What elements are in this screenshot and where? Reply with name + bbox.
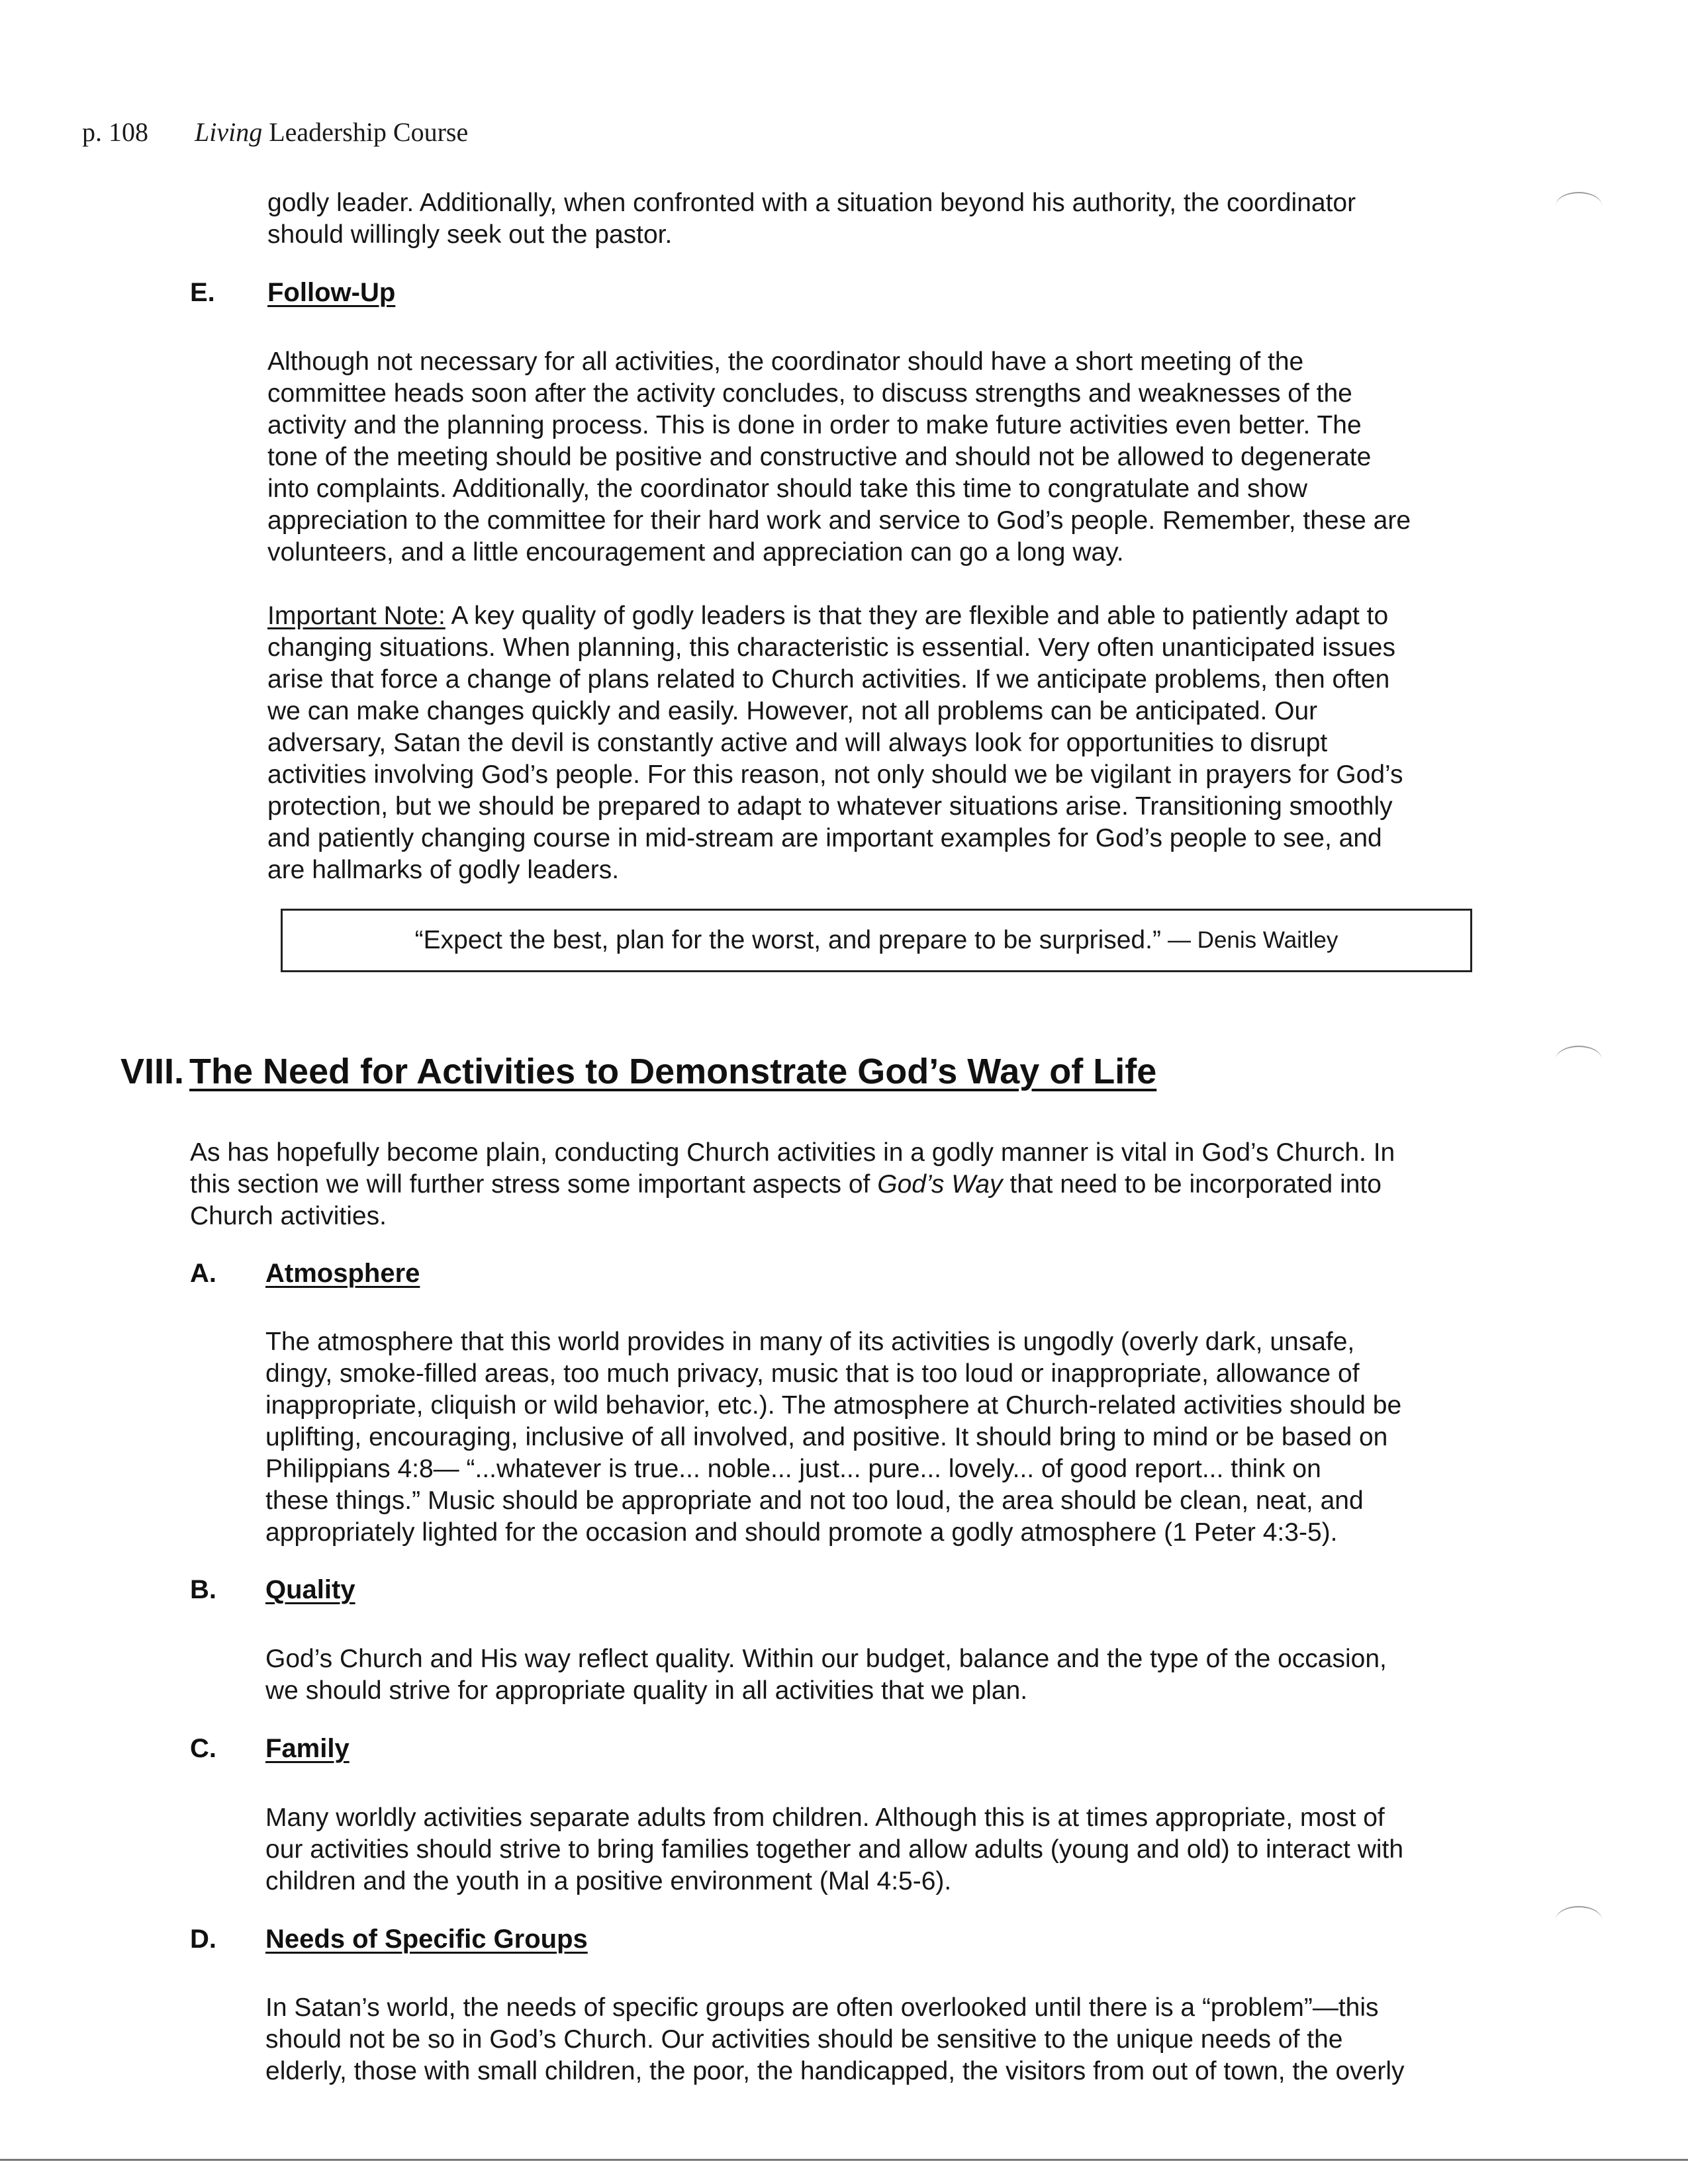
hole-punch-mark xyxy=(1556,192,1602,220)
intro-text-segment: this section we will further stress some important aspects of xyxy=(190,1170,878,1199)
quote-author: — Denis Waitley xyxy=(1167,927,1338,953)
text-line: uplifting, encouraging, inclusive of all involved, and positive. It should bring to mind or be based on xyxy=(265,1423,1388,1451)
text-line: godly leader. Additionally, when confronted with a situation beyond his authority, the coordinator xyxy=(267,189,1356,217)
course-title-italic: Living xyxy=(195,117,263,147)
text-line: In Satan’s world, the needs of specific groups are often overlooked until there is a “problem”—this xyxy=(265,1993,1379,2022)
text-line: committee heads soon after the activity concludes, to discuss strengths and weaknesses of the xyxy=(267,379,1352,408)
gods-way-italic: God’s Way xyxy=(877,1170,1003,1199)
needs-paragraph xyxy=(265,1992,1405,2087)
text-line: protection, but we should be prepared to adapt to whatever situations arise. Transitioning smoothly xyxy=(267,792,1393,821)
continued-paragraph xyxy=(267,187,1356,251)
text-line: should not be so in God’s Church. Our activities should be sensitive to the unique needs of the xyxy=(265,2025,1343,2054)
text-line: we can make changes quickly and easily. However, not all problems can be anticipated. Our xyxy=(267,697,1318,725)
text-line: should willingly seek out the pastor. xyxy=(267,220,673,249)
section-roman-numeral: VIII. xyxy=(120,1052,185,1091)
subsection-letter-e: E. xyxy=(190,278,215,307)
text-line: As has hopefully become plain, conducting Church activities in a godly manner is vital in God’s Church. In xyxy=(190,1138,1395,1167)
text-line: Many worldly activities separate adults from children. Although this is at times appropriate, most of xyxy=(265,1803,1385,1832)
text-line: into complaints. Additionally, the coordinator should take this time to congratulate and show xyxy=(267,475,1308,503)
quote-text: “Expect the best, plan for the worst, and prepare to be surprised.” xyxy=(414,926,1161,954)
section-viii-intro xyxy=(190,1137,1395,1232)
subsection-heading-follow-up: Follow-Up xyxy=(267,278,396,307)
quote-box xyxy=(281,909,1472,972)
atmosphere-paragraph xyxy=(265,1326,1401,1549)
page-number: p. 108 xyxy=(82,117,148,147)
text-line: Church activities. xyxy=(190,1202,387,1230)
page-header xyxy=(82,116,468,148)
hole-punch-mark xyxy=(1556,1046,1602,1073)
text-line: The atmosphere that this world provides in many of its activities is ungodly (overly dark, unsafe, xyxy=(265,1328,1355,1356)
subsection-letter-a: A. xyxy=(190,1259,216,1288)
text-line: volunteers, and a little encouragement and appreciation can go a long way. xyxy=(267,538,1124,567)
text-line: are hallmarks of godly leaders. xyxy=(267,856,620,884)
section-title-text: The Need for Activities to Demonstrate God’s Way of Life xyxy=(189,1052,1157,1091)
text-line: and patiently changing course in mid-stream are important examples for God’s people to see, and xyxy=(267,824,1382,852)
quality-paragraph xyxy=(265,1643,1387,1707)
important-note-first-line: A key quality of godly leaders is that they are flexible and able to patiently adapt to xyxy=(445,602,1389,630)
text-line: appreciation to the committee for their hard work and service to God’s people. Remember, these are xyxy=(267,506,1411,535)
text-line: children and the youth in a positive environment (Mal 4:5-6). xyxy=(265,1867,952,1895)
subsection-letter-c: C. xyxy=(190,1734,216,1763)
subsection-heading-family: Family xyxy=(265,1734,350,1763)
section-viii-title xyxy=(120,1051,1156,1092)
text-line: tone of the meeting should be positive and constructive and should not be allowed to degenerate xyxy=(267,443,1372,471)
text-line: Philippians 4:8— “...whatever is true... noble... just... pure... lovely... of good report... think on xyxy=(265,1455,1321,1483)
bottom-edge-rule xyxy=(0,2159,1688,2161)
text-line: adversary, Satan the devil is constantly active and will always look for opportunities to disrupt xyxy=(267,729,1328,757)
text-line: appropriately lighted for the occasion and should promote a godly atmosphere (1 Peter 4:3-5). xyxy=(265,1518,1338,1547)
text-line: elderly, those with small children, the poor, the handicapped, the visitors from out of town, the overly xyxy=(265,2057,1405,2085)
text-line: our activities should strive to bring families together and allow adults (young and old) to interact with xyxy=(265,1835,1404,1864)
important-note-label: Important Note: xyxy=(267,602,445,630)
subsection-letter-d: D. xyxy=(190,1925,216,1954)
intro-text-segment: that need to be incorporated into xyxy=(1002,1170,1382,1199)
text-line: activities involving God’s people. For this reason, not only should we be vigilant in prayers for God’s xyxy=(267,760,1403,789)
text-line: we should strive for appropriate quality in all activities that we plan. xyxy=(265,1676,1028,1705)
text-line: changing situations. When planning, this characteristic is essential. Very often unanticipated issues xyxy=(267,633,1395,662)
subsection-heading-atmosphere: Atmosphere xyxy=(265,1259,420,1288)
text-line: Although not necessary for all activities, the coordinator should have a short meeting of the xyxy=(267,347,1304,376)
subsection-heading-needs-of-specific-groups: Needs of Specific Groups xyxy=(265,1925,588,1954)
text-line: activity and the planning process. This is done in order to make future activities even better. The xyxy=(267,411,1362,439)
text-line: inappropriate, cliquish or wild behavior, etc.). The atmosphere at Church-related activities should be xyxy=(265,1391,1402,1420)
text-line xyxy=(267,600,1403,632)
follow-up-paragraph xyxy=(267,346,1411,569)
text-line: God’s Church and His way reflect quality. Within our budget, balance and the type of the occasion, xyxy=(265,1645,1387,1673)
hole-punch-mark xyxy=(1556,1906,1602,1934)
text-line: these things.” Music should be appropriate and not too loud, the area should be clean, neat, and xyxy=(265,1486,1364,1515)
important-note-paragraph xyxy=(267,600,1403,886)
subsection-letter-b: B. xyxy=(190,1575,216,1604)
course-title xyxy=(195,117,468,147)
family-paragraph xyxy=(265,1802,1403,1897)
text-line: arise that force a change of plans related to Church activities. If we anticipate problems, then often xyxy=(267,665,1390,694)
subsection-heading-quality: Quality xyxy=(265,1575,355,1604)
text-line: dingy, smoke-filled areas, too much privacy, music that is too loud or inappropriate, allowance of xyxy=(265,1359,1360,1388)
text-line xyxy=(190,1169,1395,1201)
course-title-rest: Leadership Course xyxy=(262,117,469,147)
